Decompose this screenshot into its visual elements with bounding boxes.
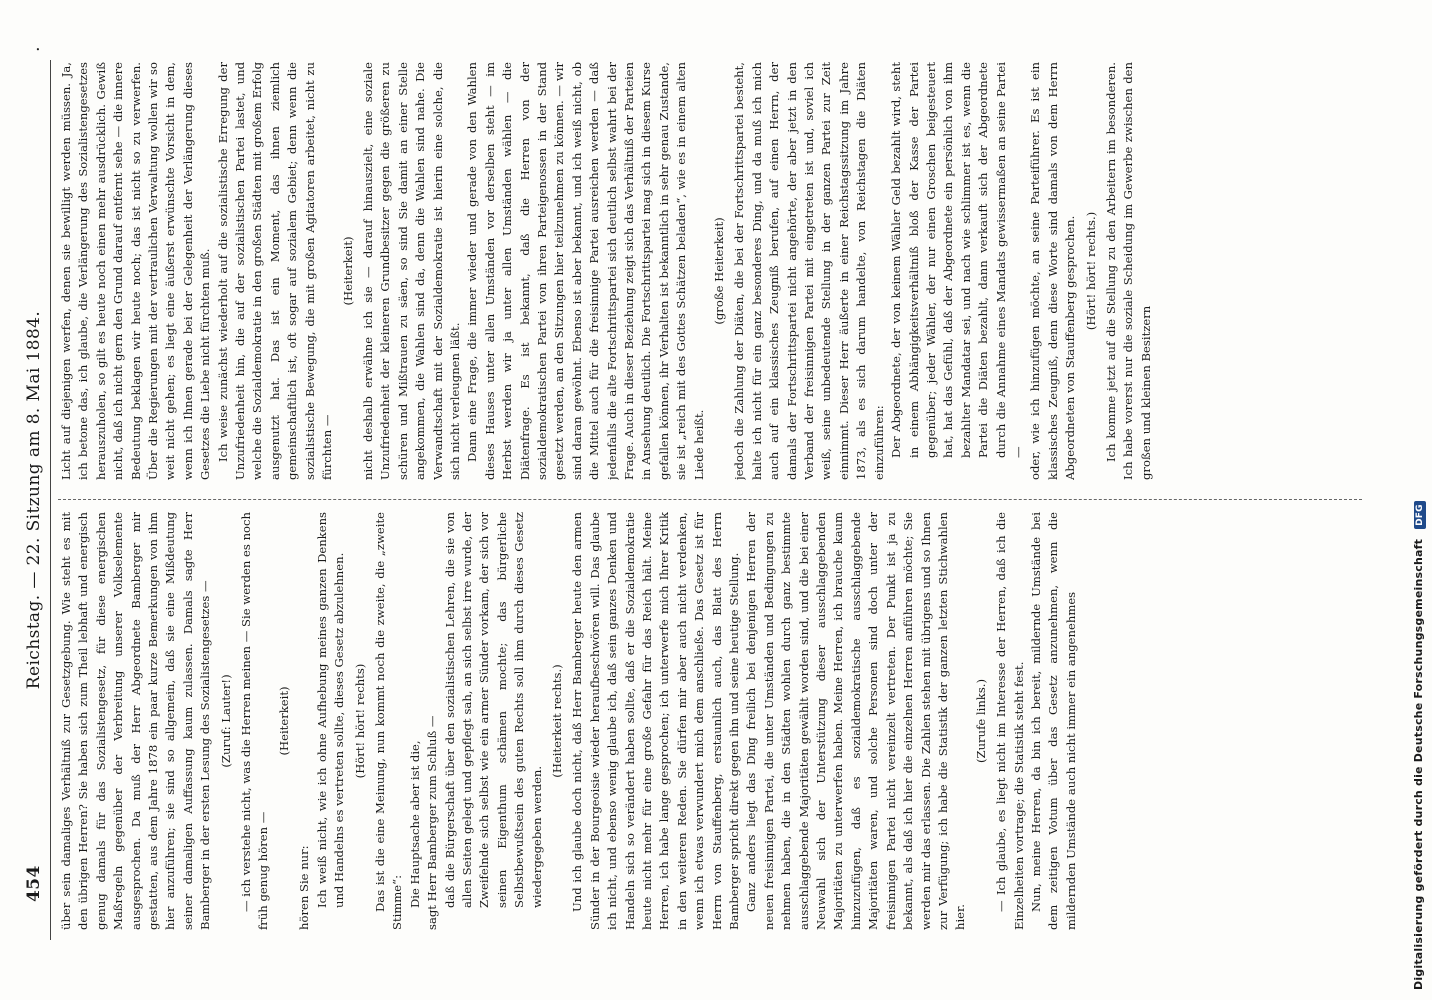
paragraph: sagt Herr Bamberger zum Schluß —	[425, 715, 440, 930]
header-mark: .	[24, 46, 44, 52]
credit-text: Digitalisierung gefördert durch die Deutsche Forschungsgemeinschaft	[1412, 538, 1425, 990]
page-title: Reichstag. — 22. Sitzung am 8. Mai 1884.	[24, 310, 44, 690]
paragraph: Und ich glaube doch nicht, daß Herr Bamberger heute den armen Sünder in der Bourgeoisie wieder heraufbeschwören will. Das glaube ich nicht, und ebenso wenig glaube ich, daß sein ganzes Denken und Handeln sich so verändert haben sollte, daß er die Sozialdemokratie heute nicht mehr für eine große Gefahr für das Reich hält. Meine Herren, ich habe lange gesprochen; ich unterwerfe mich Ihrer Kritik in den weiteren Reden. Sie dürfen mir aber auch nicht verdenken, wenn ich etwas verwundert mich dem anschließe. Das Gesetz ist für Herrn von Stauffenberg, erstaunlich auch, das Blatt des Herrn Bamberger spricht direkt gegen ihn und seine heutige Stellung.	[570, 512, 742, 930]
page-header	[22, 40, 50, 960]
interjection: (Heiterkeit)	[340, 236, 355, 306]
paragraph: über sein damaliges Verhältniß zur Gesetzgebung. Wie steht es mit den übrigen Herren? Sie haben sich zum Theil lebhaft und energisch genug damals für das Sozialistengesetz, für diese energischen Maßregeln gegenüber der Verbreitung unserer Volkselemente ausgesprochen. Da muß der Herr Abgeordnete Bamberger mir gestatten, aus dem Jahre 1878 ein paar kurze Bemerkungen von ihm hier anzuführen; sie sind so allgemein, daß sie eine Mißdeutung seiner damaligen Auffassung kaum zulassen. Damals sagte Herr Bamberger in der ersten Lesung des Sozialistengesetzes —	[59, 512, 213, 930]
quotation: Die Hauptsache aber ist die,	[407, 740, 422, 908]
left-column	[58, 512, 1362, 930]
header-rule	[50, 60, 51, 940]
interjection: (Heiterkeit)	[276, 686, 291, 756]
paragraph: Das ist die eine Meinung, nun kommt noch die zweite, die „zweite Stimme“:	[372, 512, 405, 930]
interjection: (Hört! hört! rechts.)	[1083, 211, 1098, 331]
page-number: 454	[24, 865, 44, 902]
interjection: (Heiterkeit rechts.)	[549, 664, 564, 778]
paragraph: — ich verstehe nicht, was die Herren meinen — Sie werden es noch früh genug hören —	[239, 512, 271, 930]
dfg-logo: DFG	[1414, 501, 1426, 529]
paragraph: Ganz anders liegt das Ding freilich bei denjenigen Herren der neuen freisinnigen Partei, die unter Umständen und Bedingungen zu nehmen haben, die in den Städten wohlen durch ganz bestimmte ausschlaggebende Majoritäten gewählt worden sind, und die bei einer Neuwahl sich der Unterstützung dieser ausschlaggebenden Majoritäten zu unterwerfen haben. Meine Herren, ich brauche kaum hinzuzufügen, daß es sozialdemokratische ausschlaggebende Majoritäten waren, und solche Personen sind doch unter der freisinnigen Partei nicht vereinzelt vertreten. Der Punkt ist ja zu bekannt, als daß ich hier die einzelnen Herren anführen möchte; Sie werden mir das erlassen. Die Zahlen stehen mit übrigens und so Ihnen zur Verfügung; ich habe die Statistik der ganzen letzten Stichwahlen hier.	[744, 512, 968, 930]
right-column	[58, 62, 1362, 480]
paragraph: jedoch die Zahlung der Diäten, die bei der Fortschrittspartei besteht, halte ich nicht für ein ganz besonderes Ding, und da muß ich mich auch auf ein klassisches Zeugniß berufen, auf einen Herrn, der damals der Fortschrittspartei nicht angehörte, der aber jetzt in den Verband der freisinnigen Partei mit eingetreten ist und, soviel ich weiß, seine unbedeutende Stellung in der ganzen Partei zur Zeit einnimmt. Dieser Herr äußerte in einer Reichstagssitzung im Jahre 1873, als es sich darum handelte, von Reichstagen die Diäten einzuführen:	[732, 62, 886, 480]
quotation: Ich weiß nicht, wie ich ohne Aufhebung meines ganzen Denkens und Handelns es vertreten sollte, dieses Gesetz abzulehnen.	[314, 512, 347, 908]
paragraph: Licht auf diejenigen werfen, denen sie bewilligt werden müssen. Ja, ich betone das, ich glaube, die Verlängerung des Sozialistengesetzes herauszuholen, so gilt es heute noch einen mehr ausdrücklich. Gewiß nicht, daß ich nicht gern den Grund darauf entfernt sehe — die innere Bedeutung beklagen wir heute noch; das ist nicht so zu verwerfen. Über die Regierungen mit der vertraulichen Verwaltung wollen wir so weit nicht gehen; es liegt eine äußerst erwünschte Vorsicht in dem, wenn ich Ihnen gerade bei der Gelegenheit der Verlängerung dieses Gesetzes die Liebe nicht fürchten muß.	[59, 62, 213, 480]
column-divider	[58, 499, 1362, 500]
paragraph: hören Sie nur:	[297, 845, 312, 930]
quotation: Der Abgeordnete, der von keinem Wähler Geld bezahlt wird, steht in einem Abhängigkeitsverhältniß bloß der Kasse der Partei gegenüber; jeder Wähler, der nur einen Groschen beigesteuert hat, hat das Gefühl, daß der Abgeordnete ein persönlich von ihm bezahlter Mandatar sei, und nach wie schlimmer ist es, wenn die Partei die Diäten bezahlt, dann verkauft sich der Abgeordnete durch die Annahme eines Mandats gewissermaßen an seine Partei —	[889, 62, 1025, 458]
interjection: (Hört! hört! rechts)	[352, 663, 367, 779]
paragraph: nicht deshalb erwähne ich sie — darauf hinauszielt, eine soziale Unzufriedenheit der kleineren Grundbesitzer gegen die größeren zu schüren und Mißtrauen zu säen, so sind Sie damit an einer Stelle angekommen, die Wahlen sind da, denn die Wahlen sind nahe. Die Verwandtschaft mit der Sozialdemokratie ist hierin eine solche, die sich nicht verleugnen läßt.	[360, 62, 462, 480]
interjection: (Zuruf: Lauter!)	[218, 674, 233, 768]
paragraph: — Ich glaube, es liegt nicht im Interesse der Herren, daß ich die Einzelheiten vortrage; die Statistik steht fest.	[994, 512, 1026, 930]
paragraph: Ich komme jetzt auf die Stellung zu den Arbeitern im besonderen. Ich habe vorerst nur die soziale Scheidung im Gewerbe zwischen den großen und kleinen Besitzern	[1103, 62, 1153, 480]
digitization-credit	[1412, 0, 1426, 1000]
paragraph: Ich weise zunächst wiederholt auf die sozialistische Erregung der Unzufriedenheit hin, die auf der sozialistischen Partei lastet, und welche die Sozialdemokratie in den großen Städten mit großem Erfolg ausgenutzt hat. Das ist ein Moment, das ihnen ziemlich gemeinschaftlich ist, oft sogar auf sozialem Gebiet; denn wenn die sozialistische Bewegung, die mit großen Agitatoren arbeitet, nicht zu fürchten —	[215, 62, 335, 480]
interjection: (große Heiterkeit)	[712, 217, 727, 325]
paragraph: Dann eine Frage, die immer wieder und gerade von den Wahlen dieses Hauses unter allen Umständen vor derselben steht — im Herbst werden wir ja unter allen Umständen wählen — die Diätenfrage. Es ist bekannt, daß die Herren von der sozialdemokratischen Partei von ihren Parteigenossen in der Stand gesetzt werden, an den Sitzungen hier teilzunehmen zu können. — wir sind daran gewöhnt. Ebenso ist aber bekannt, und ich weiß nicht, ob die Mittel auch für die freisinnige Partei ausreichen werden — daß jedenfalls die alte Fortschrittspartei sich deutlich selbst wahrt bei der Frage. Auch in dieser Beziehung zeigt sich das Verhältniß der Parteien in Ansehung deutlich. Die Fortschrittspartei mag sich in diesem Kurse gefallen können, ihr Verhalten ist bekanntlich in sehr genau Zustande, sie ist „reich mit des Gottes Schätzen beladen“, wie es in einem alten Liede heißt.	[465, 62, 706, 480]
interjection: (Zurufe links.)	[973, 679, 988, 763]
quotation: daß die Bürgerschaft über den sozialistischen Lehren, die sie von allen Seiten gelegt und gepflegt sah, an sich selbst irre wurde, der Zweifelnde sich selbst wie ein armer Sünder vorkam, der sich vor seinen Eigenthum schämen mochte; das bürgerliche Selbstbewußtsein des guten Rechts soll ihm durch dieses Gesetz wiedergegeben werden.	[442, 512, 544, 908]
paragraph: oder, wie ich hinzufügen möchte, an seine Parteiführer. Es ist ein klassisches Zeugniß, denn diese Worte sind damals von dem Herrn Abgeordneten von Stauffenberg gesprochen.	[1028, 62, 1078, 480]
paragraph: Nun, meine Herren, da bin ich bereit, mildernde Umstände bei dem zeitigen Votum über das Gesetz anzunehmen, wenn die mildernden Umstände auch nicht immer ein angenehmes	[1028, 512, 1078, 930]
